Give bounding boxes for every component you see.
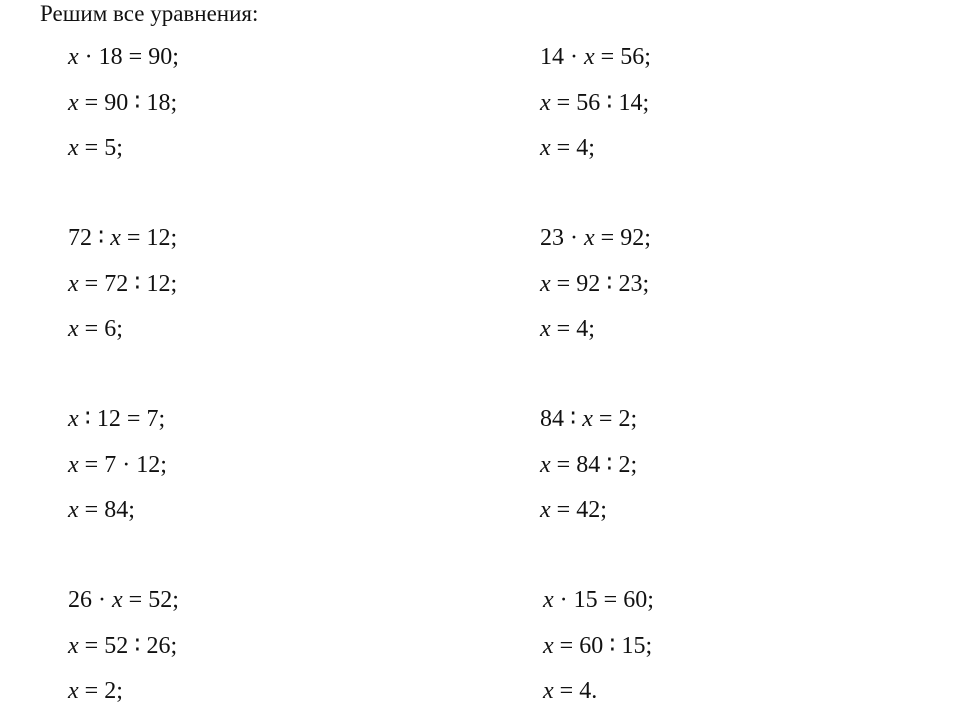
equation-block-2 <box>540 35 900 172</box>
equation-line: x = 2; <box>68 678 123 704</box>
equation-block-8 <box>543 578 903 715</box>
equation-line: x = 60 ∶ 15; <box>543 632 653 659</box>
equation-block-4 <box>540 216 900 353</box>
page-heading: Решим все уравнения: <box>40 1 259 26</box>
equation-line: x = 4. <box>543 678 598 704</box>
equation-line: 14 · x = 56; <box>540 44 651 70</box>
equation-line: x = 84; <box>68 497 135 523</box>
equation-line: x = 52 ∶ 26; <box>68 632 178 659</box>
equation-line: x = 6; <box>68 316 123 342</box>
equation-line: x = 72 ∶ 12; <box>68 270 178 297</box>
equation-line: x = 92 ∶ 23; <box>540 270 650 297</box>
equation-block-5 <box>68 397 428 534</box>
equation-line: x = 90 ∶ 18; <box>68 89 178 116</box>
equation-block-3 <box>68 216 428 353</box>
equation-line: x = 42; <box>540 497 607 523</box>
equation-block-1 <box>68 35 428 172</box>
equation-line: 84 ∶ x = 2; <box>540 406 638 432</box>
equation-line: 23 · x = 92; <box>540 225 651 251</box>
equation-line: x = 5; <box>68 135 123 161</box>
equation-line: x · 15 = 60; <box>543 587 654 613</box>
equation-line: x · 18 = 90; <box>68 44 179 70</box>
equation-line: 26 · x = 52; <box>68 587 179 613</box>
equation-line: x = 4; <box>540 135 595 161</box>
equation-block-6 <box>540 397 900 534</box>
equation-block-7 <box>68 578 428 715</box>
equation-line: x = 56 ∶ 14; <box>540 89 650 116</box>
equation-line: x = 7 · 12; <box>68 451 167 478</box>
equation-line: x ∶ 12 = 7; <box>68 406 166 432</box>
equation-line: 72 ∶ x = 12; <box>68 225 178 251</box>
equation-line: x = 4; <box>540 316 595 342</box>
equation-line: x = 84 ∶ 2; <box>540 451 638 478</box>
